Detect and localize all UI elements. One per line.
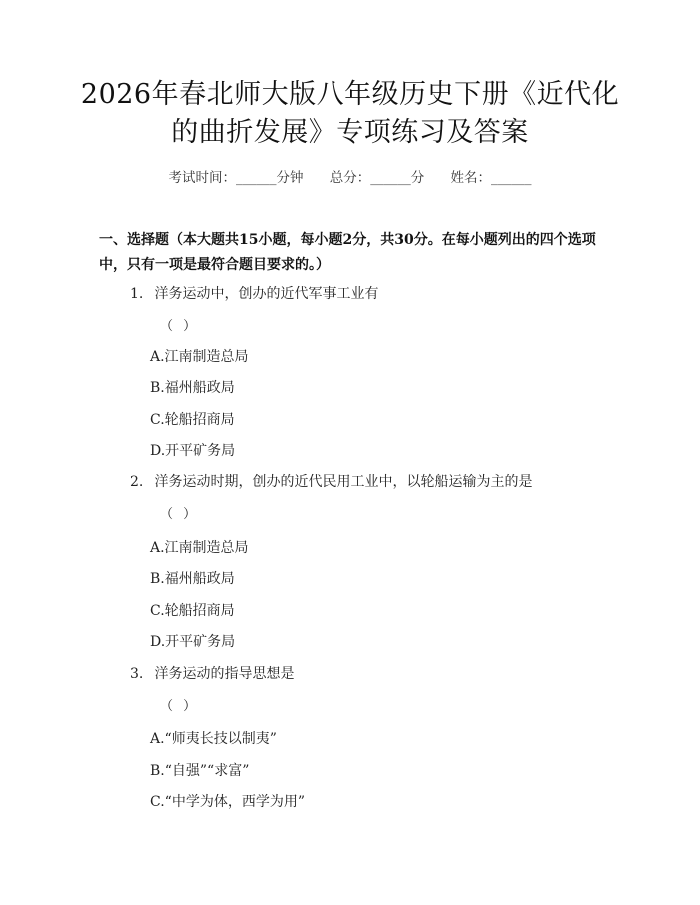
title-line-2: 的曲折发展》专项练习及答案: [171, 117, 529, 148]
option-a: A.江南制造总局: [150, 349, 249, 365]
exam-meta: [0, 166, 700, 186]
question-text: 洋务运动的指导思想是: [154, 666, 295, 682]
exam-name: 姓名：______: [450, 170, 532, 186]
option-c: C.轮船招商局: [150, 603, 235, 619]
question-number: 1.: [130, 286, 144, 302]
question-number: 2.: [130, 474, 144, 490]
option-c: C.轮船招商局: [150, 412, 235, 428]
exam-time: 考试时间：______分钟: [168, 170, 304, 186]
question-number: 3.: [130, 666, 144, 682]
option-a: A.江南制造总局: [150, 540, 249, 556]
title-line-1: 2026年春北师大版八年级历史下册《近代化: [80, 79, 620, 110]
option-b: B.“自强”“求富”: [150, 763, 250, 779]
page-title: [60, 76, 640, 152]
option-d: D.开平矿务局: [150, 634, 236, 650]
option-c: C.“中学为体，西学为用”: [150, 794, 305, 810]
answer-paren: （ ）: [160, 507, 200, 522]
answer-paren: （ ）: [160, 699, 200, 714]
question-text: 洋务运动中，创办的近代军事工业有: [154, 286, 379, 302]
option-d: D.开平矿务局: [150, 443, 236, 459]
question-2: [130, 471, 532, 491]
question-1: [130, 283, 378, 303]
option-b: B.福州船政局: [150, 380, 235, 396]
question-3: [130, 663, 294, 683]
option-b: B.福州船政局: [150, 571, 235, 587]
answer-paren: （ ）: [160, 319, 200, 334]
exam-score: 总分：______分: [329, 170, 425, 186]
option-a: A.“师夷长技以制夷”: [150, 731, 277, 747]
question-text: 洋务运动时期，创办的近代民用工业中，以轮船运输为主的是: [154, 474, 533, 490]
section-heading: 一、选择题（本大题共15小题，每小题2分，共30分。在每小题列出的四个选项中，只有一项是最符合题目要求的。）: [99, 232, 596, 273]
